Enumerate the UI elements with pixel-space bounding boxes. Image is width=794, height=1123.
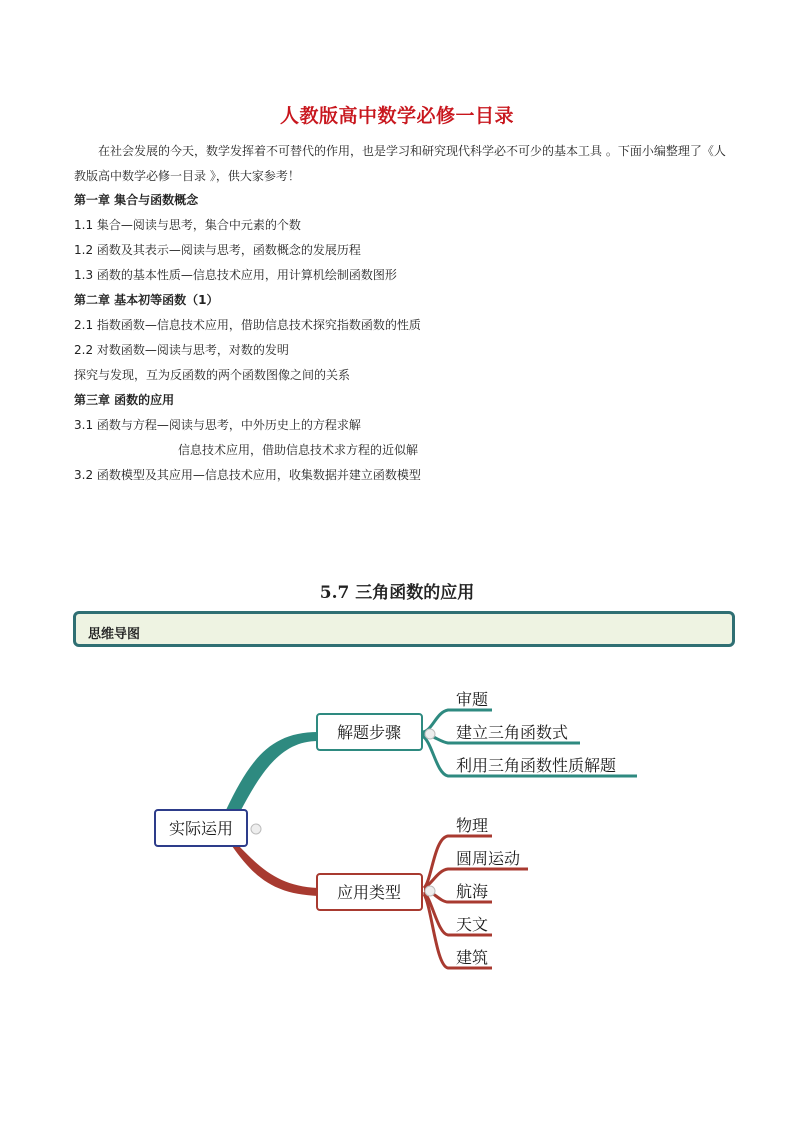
leaf-label: 建筑 xyxy=(456,948,489,967)
toc-line: 第一章 集合与函数概念 xyxy=(74,193,199,207)
toc-line: 第三章 函数的应用 xyxy=(74,393,175,407)
leaf-label: 利用三角函数性质解题 xyxy=(456,756,617,775)
leaf-label: 物理 xyxy=(456,816,489,835)
toc-line: 3.1 函数与方程—阅读与思考，中外历史上的方程求解 xyxy=(74,418,361,432)
section-title: 5.7 三角函数的应用 xyxy=(319,583,475,603)
leaf-label: 圆周运动 xyxy=(456,849,521,868)
leaf-label: 审题 xyxy=(456,690,489,709)
banner-label: 思维导图 xyxy=(88,627,141,642)
leaf-label: 航海 xyxy=(456,882,489,901)
toc-line: 1.2 函数及其表示—阅读与思考，函数概念的发展历程 xyxy=(74,243,361,257)
toc-line: 1.1 集合—阅读与思考，集合中元素的个数 xyxy=(74,218,301,232)
root-node-label: 实际运用 xyxy=(168,819,234,838)
intro-paragraph: 在社会发展的今天，数学发挥着不可替代的作用，也是学习和研究现代科学必不可少的基本工具 。下面小编整理了《人教版高中数学必修一目录 》，供大家参考！ xyxy=(74,144,726,183)
toc-line: 2.2 对数函数—阅读与思考，对数的发明 xyxy=(74,343,289,357)
branch-connector xyxy=(232,845,318,896)
collapse-toggle[interactable] xyxy=(425,886,435,896)
collapse-toggle[interactable] xyxy=(425,729,435,739)
mindmap-banner xyxy=(73,611,735,647)
branch-label-types: 应用类型 xyxy=(336,883,402,902)
mindmap-diagram xyxy=(0,660,794,990)
collapse-toggle[interactable] xyxy=(251,824,261,834)
toc-line: 探究与发现，互为反函数的两个函数图像之间的关系 xyxy=(74,368,351,382)
branch-label-steps: 解题步骤 xyxy=(336,723,402,742)
toc-line: 2.1 指数函数—信息技术应用，借助信息技术探究指数函数的性质 xyxy=(74,318,421,332)
toc-line: 3.2 函数模型及其应用—信息技术应用，收集数据并建立函数模型 xyxy=(74,468,421,482)
toc-line: 1.3 函数的基本性质—信息技术应用，用计算机绘制函数图形 xyxy=(74,268,397,282)
document-title: 人教版高中数学必修一目录 xyxy=(279,105,514,127)
branch-connector xyxy=(226,732,318,812)
leaf-label: 建立三角函数式 xyxy=(456,723,569,742)
leaf-label: 天文 xyxy=(456,915,489,934)
toc-line: 信息技术应用，借助信息技术求方程的近似解 xyxy=(178,443,419,457)
toc-line: 第二章 基本初等函数（1） xyxy=(74,293,219,307)
